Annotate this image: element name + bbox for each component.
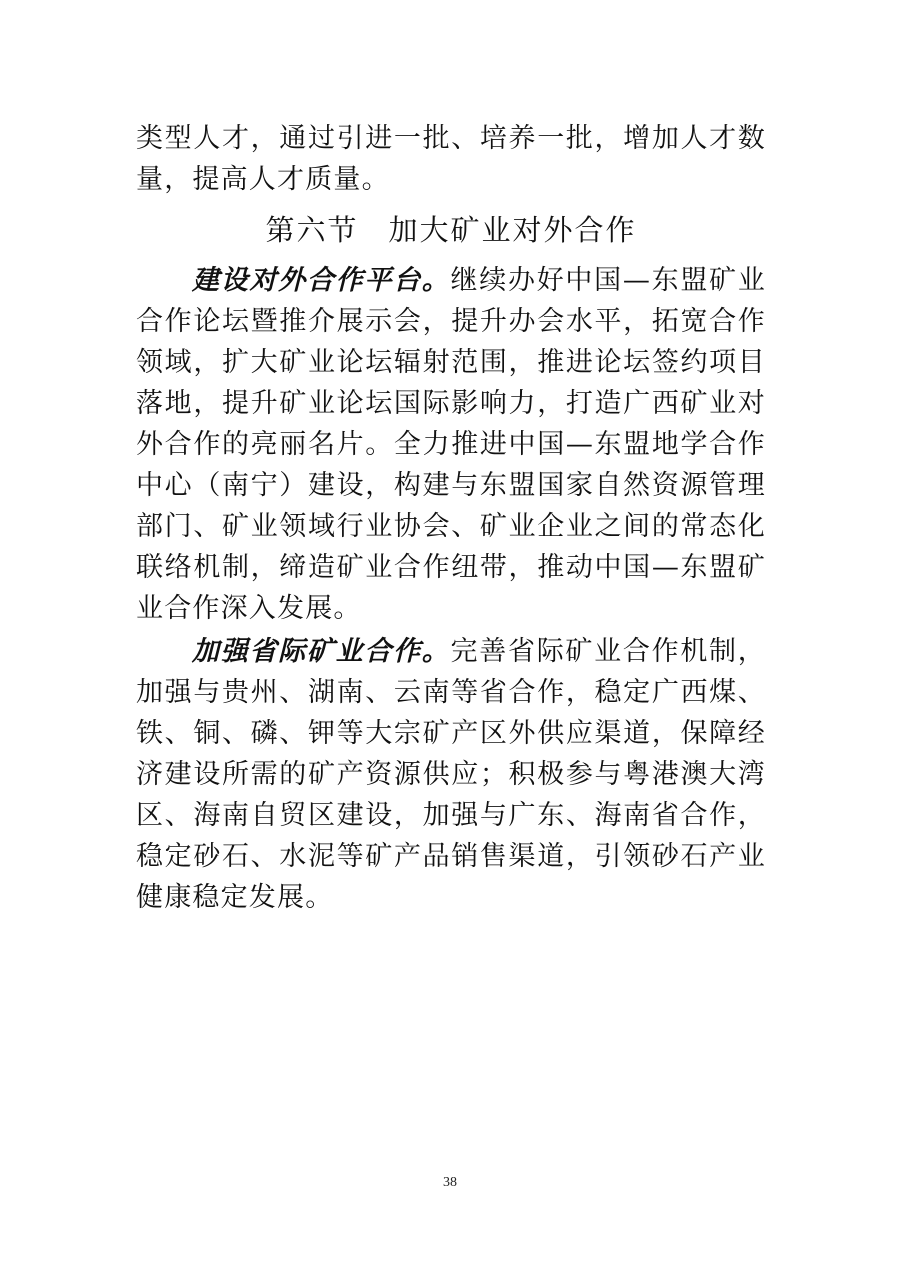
paragraph-cooperation-platform	[136, 260, 766, 629]
section-title: 加大矿业对外合作	[388, 213, 637, 247]
page-number: 38	[443, 1175, 457, 1190]
paragraph-keyword: 加强省际矿业合作。	[192, 636, 451, 667]
section-number: 第六节	[265, 213, 359, 247]
paragraph-body: 完善省际矿业合作机制，加强与贵州、湖南、云南等省合作，稳定广西煤、铁、铜、磷、钾等大宗矿产区外供应渠道，保障经济建设所需的矿产资源供应；积极参与粤港澳大湾区、海南自贸区建设，加强与广东、海南省合作，稳定砂石、水泥等矿产品销售渠道，引领砂石产业健康稳定发展。	[136, 636, 766, 913]
section-heading	[136, 206, 766, 254]
paragraph-interprovincial-cooperation	[136, 631, 766, 918]
continuation-paragraph: 类型人才，通过引进一批、培养一批，增加人才数量，提高人才质量。	[136, 123, 766, 195]
page-content	[136, 118, 766, 918]
paragraph-keyword: 建设对外合作平台。	[192, 265, 451, 296]
paragraph-body: 继续办好中国—东盟矿业合作论坛暨推介展示会，提升办会水平，拓宽合作领域，扩大矿业论坛辐射范围，推进论坛签约项目落地，提升矿业论坛国际影响力，打造广西矿业对外合作的亮丽名片。全力推进中国—东盟地学合作中心（南宁）建设，构建与东盟国家自然资源管理部门、矿业领域行业协会、矿业企业之间的常态化联络机制，缔造矿业合作纽带，推动中国—东盟矿业合作深入发展。	[136, 265, 766, 624]
